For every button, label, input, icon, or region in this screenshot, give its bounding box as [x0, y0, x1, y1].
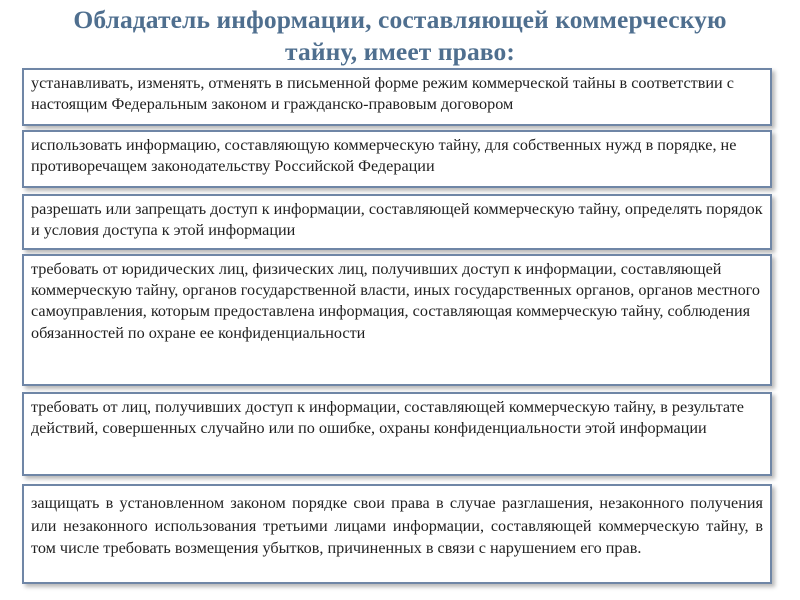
right-text-2: использовать информацию, составляющую коммерческую тайну, для собственных нужд в порядке, не противоречащем законодательству Российской Федерации [31, 136, 737, 176]
right-box-4 [22, 254, 772, 386]
right-box-1 [22, 68, 772, 126]
right-box-2 [22, 130, 772, 188]
right-box-6 [22, 484, 772, 584]
right-text-4: требовать от юридических лиц, физических лиц, получивших доступ к информации, составляющей коммерческую тайну, органов государственной власти, иных государственных органов, органов местного самоуправления, которым предоставлена информация, составляющая коммерческую тайну, соблюдения обязанностей по охране ее конфиденциальности [31, 260, 761, 342]
right-text-5: требовать от лиц, получивших доступ к информации, составляющей коммерческую тайну, в результате действий, совершенных случайно или по ошибке, охраны конфиденциальности этой информации [31, 398, 744, 438]
slide-title-line-1: Обладатель информации, составляющей коммерческую [73, 5, 727, 34]
right-text-3: разрешать или запрещать доступ к информации, составляющей коммерческую тайну, определять порядок и условия доступа к этой информации [31, 200, 763, 240]
right-box-3 [22, 194, 772, 250]
slide-title-line-2: тайну, имеет право: [285, 37, 515, 66]
right-text-6: защищать в установленном законом порядке свои права в случае разглашения, незаконного получения или незаконного использования третьими лицами информации, составляющей коммерческую тайну, в том числе требовать возмещения убытков, причиненных в связи с нарушением его прав. [31, 494, 763, 557]
right-text-1: устанавливать, изменять, отменять в письменной форме режим коммерческой тайны в соответствии с настоящим Федеральным законом и гражданско-правовым договором [31, 74, 734, 114]
slide-title [20, 4, 780, 68]
right-box-5 [22, 392, 772, 476]
